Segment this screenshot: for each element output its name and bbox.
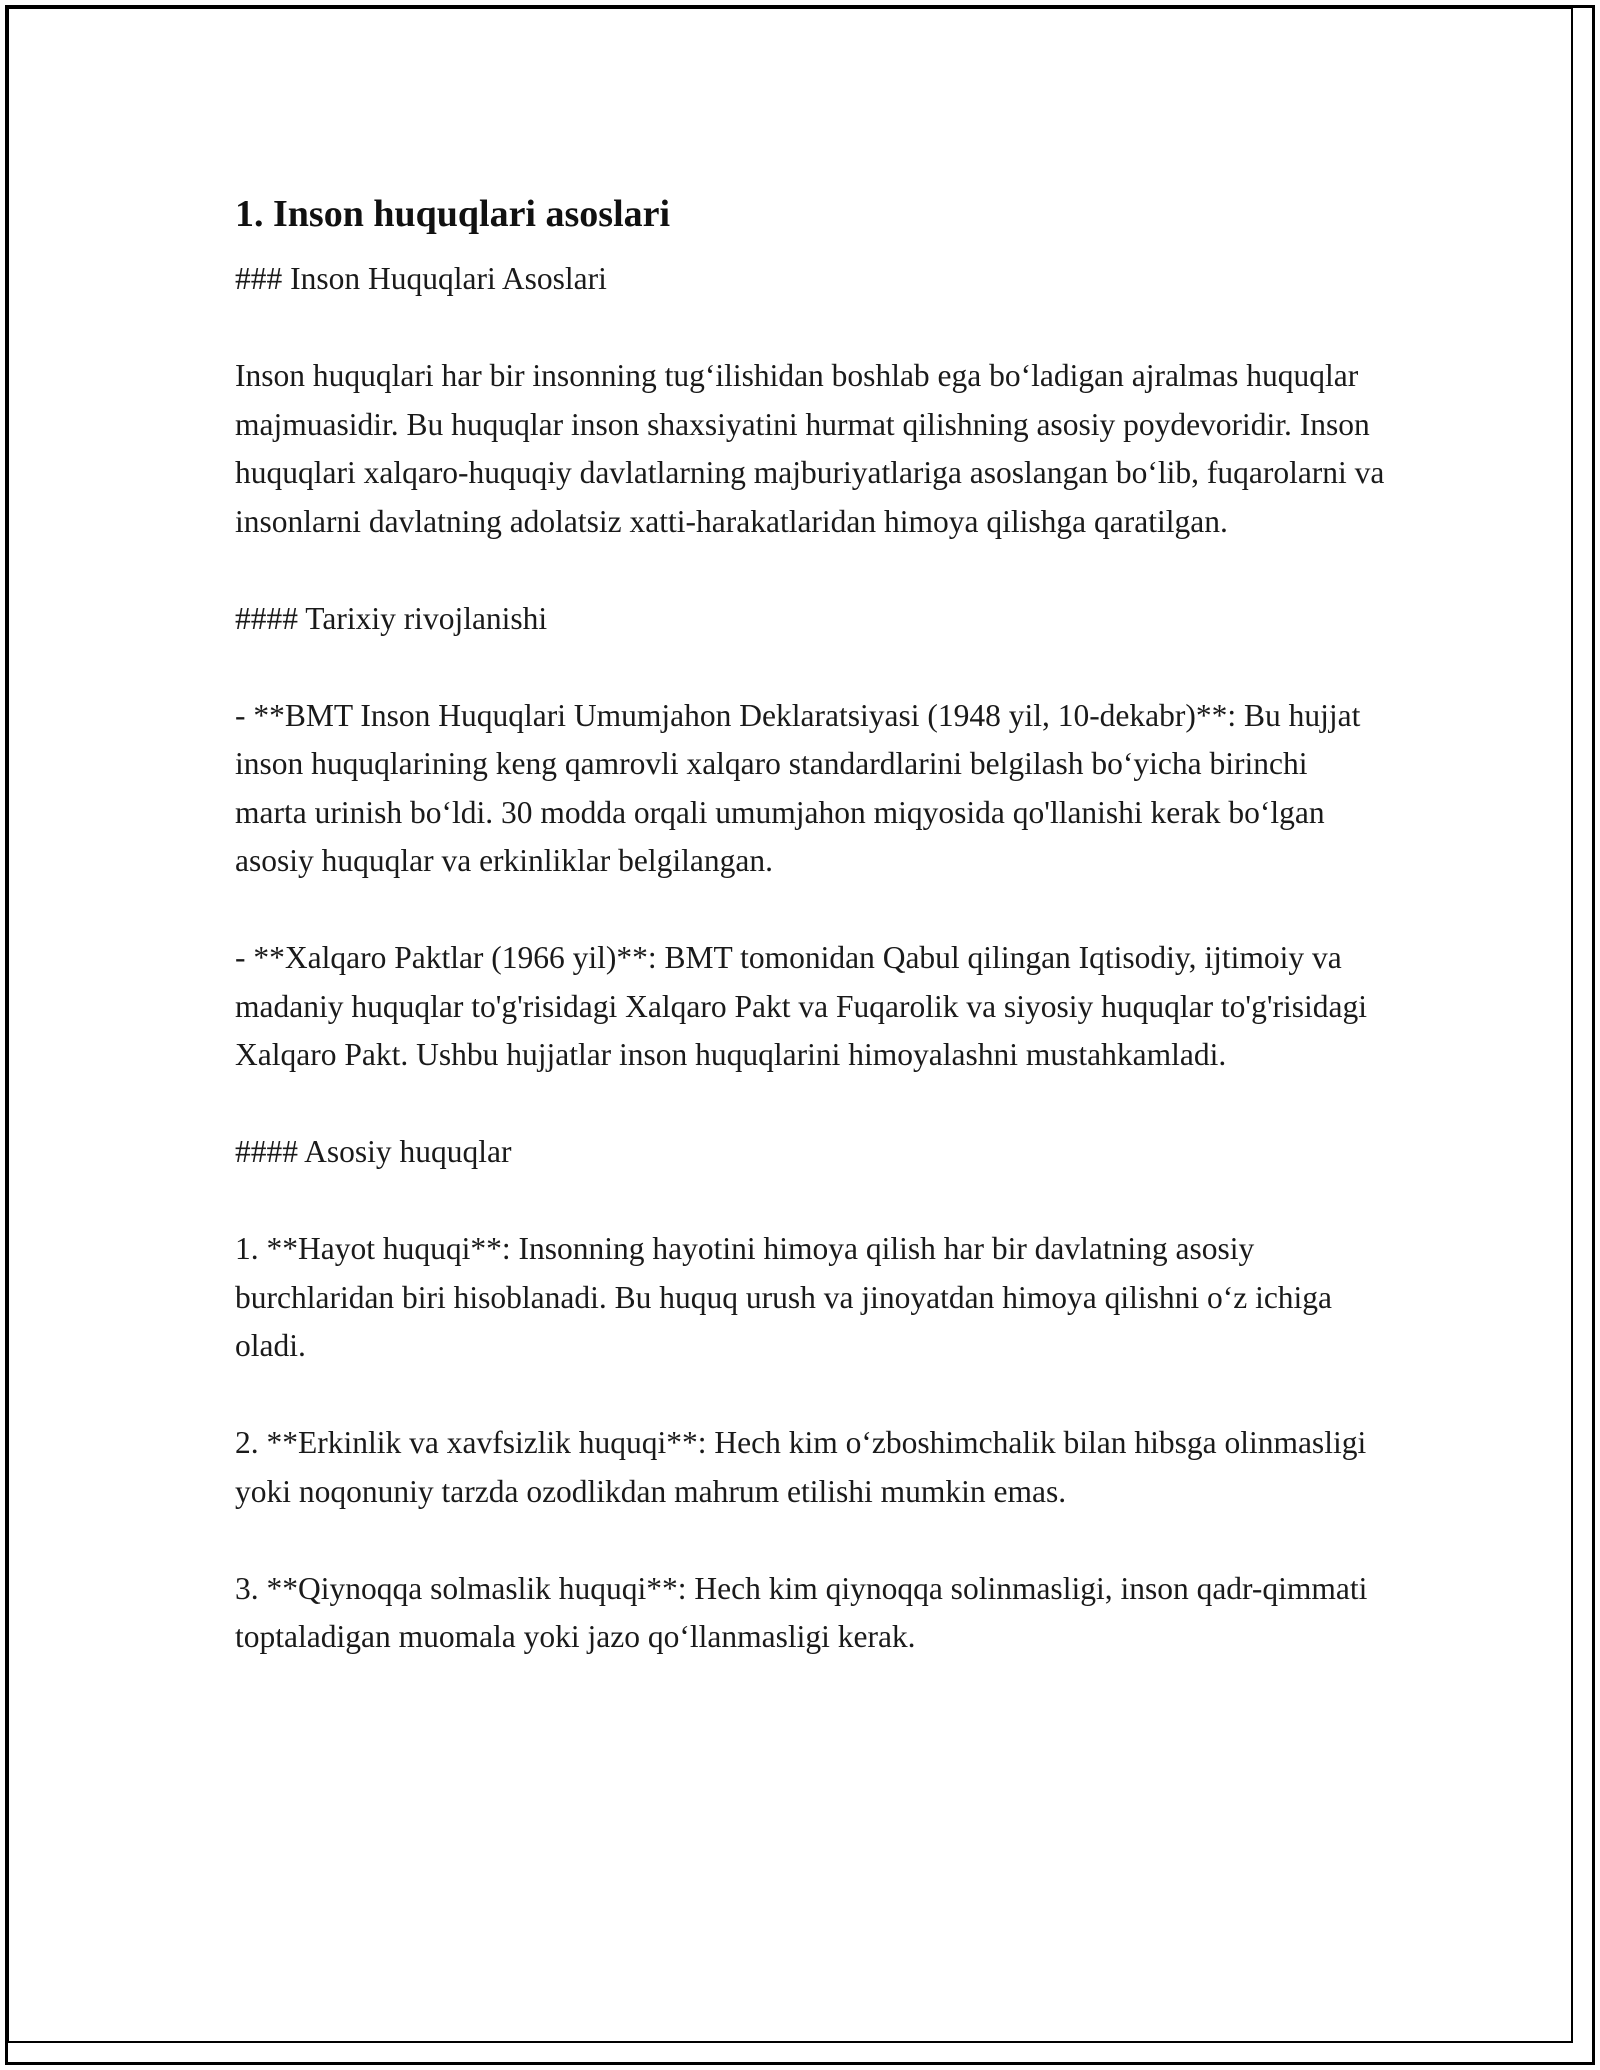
list-item-hayot-huquqi: 1. **Hayot huquqi**: Insonning hayotini himoya qilish har bir davlatning asosiy burchlaridan biri hisoblanadi. Bu huquq urush va jinoyatdan himoya qilishni o‘z ichiga oladi. (235, 1231, 1333, 1363)
paragraph-intro: Inson huquqlari har bir insonning tug‘ilishidan boshlab ega bo‘ladigan ajralmas huquqlar majmuasidir. Bu huquqlar inson shaxsiyatini hurmat qilishning asosiy poydevoridir. Inson huquqlari xalqaro-huquqiy davlatlarning majburiyatlariga asoslangan bo‘lib, fuqarolarni va insonlarni davlatning adolatsiz xatti-harakatlaridan himoya qilishga qaratilgan. (235, 358, 1385, 539)
subheading-asosiy-huquqlar: #### Asosiy huquqlar (235, 1134, 512, 1169)
subheading-tarixiy-rivojlanishi: #### Tarixiy rivojlanishi (235, 600, 548, 636)
document-body (235, 185, 1385, 1710)
subheading-inson-huquqlari-asoslari: ### Inson Huquqlari Asoslari (235, 261, 607, 296)
list-item-bmt-deklaratsiyasi: - **BMT Inson Huquqlari Umumjahon Deklaratsiyasi (1948 yil, 10-dekabr)**: Bu hujjat inson huquqlarining keng qamrovli xalqaro standardlarini belgilash bo‘yicha birinchi marta urinish bo‘ldi. 30 modda orqali umumjahon miqyosida qo'llanishi kerak bo‘lgan asosiy huquqlar va erkinliklar belgilangan. (235, 697, 1361, 878)
list-item-qiynoqqa-solmaslik: 3. **Qiynoqqa solmaslik huquqi**: Hech kim qiynoqqa solinmasligi, inson qadr-qimmati toptaladigan muomala yoki jazo qo‘llanmasligi kerak. (235, 1570, 1368, 1654)
document-title: 1. Inson huquqlari asoslari (235, 193, 671, 235)
list-item-xalqaro-paktlar: - **Xalqaro Paktlar (1966 yil)**: BMT tomonidan Qabul qilingan Iqtisodiy, ijtimoiy va madaniy huquqlar to'g'risidagi Xalqaro Pakt va Fuqarolik va siyosiy huquqlar to'g'risidagi Xalqaro Pakt. Ushbu hujjatlar inson huquqlarini himoyalashni mustahkamladi. (235, 940, 1368, 1072)
list-item-erkinlik-huquqi: 2. **Erkinlik va xavfsizlik huquqi**: Hech kim o‘zboshimchalik bilan hibsga olinmasligi yoki noqonuniy tarzda ozodlikdan mahrum etilishi mumkin emas. (235, 1425, 1367, 1509)
